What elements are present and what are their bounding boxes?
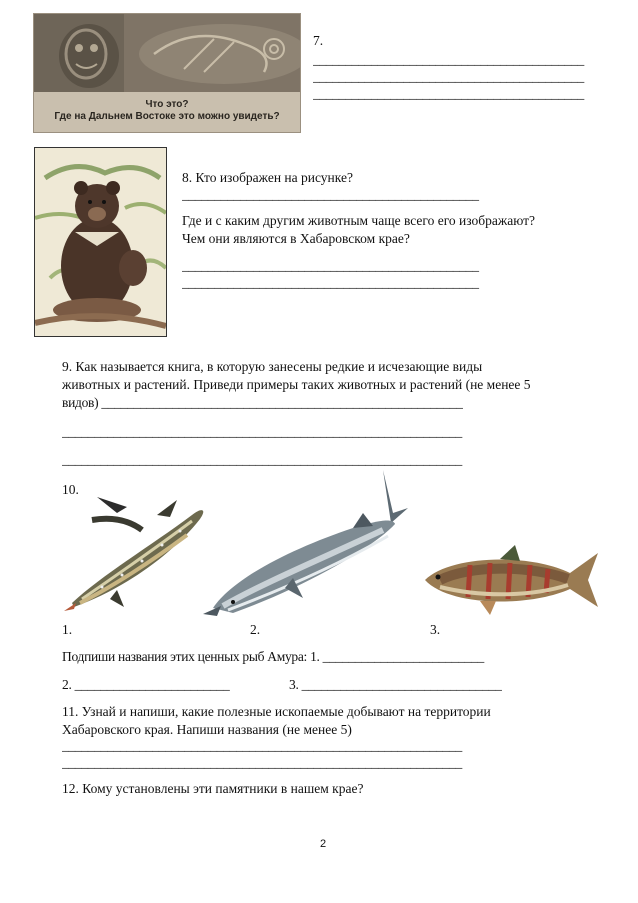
q10-answer-line-3[interactable]: 3. _______________________________ [289,677,502,692]
q8-question: 8. Кто изображен на рисунке? [182,170,353,185]
q11-line-2: Хабаровского края. Напиши названия (не менее 5) [62,722,352,737]
q9-line-2: животных и растений. Приведи примеры таких животных и растений (не менее 5 [62,377,531,392]
page-number: 2 [320,838,327,850]
q9-answer-line-2[interactable]: ______________________________________________________________ [62,452,462,467]
q8-answer-line-3[interactable]: ______________________________________________ [182,275,479,290]
q11-line-1: 11. Узнай и напиши, какие полезные ископаемые добывают на территории [62,704,491,719]
bear-image [34,147,167,337]
fish-1-image [62,495,212,615]
q10-number: 10. [62,482,79,497]
image-caption-line-2: Где на Дальнем Востоке это можно увидеть? [54,111,280,122]
q7-answer-line-2[interactable]: __________________________________________ [313,69,584,84]
q10-instruction[interactable]: Подпиши названия этих ценных рыб Амура: 1. _________________________ [62,649,484,664]
q9-line-3[interactable]: видов) ________________________________________________________ [62,395,463,410]
q7-answer-line-3[interactable]: __________________________________________ [313,86,584,101]
image-caption [34,92,300,132]
q8-answer-line-2[interactable]: ______________________________________________ [182,258,479,273]
q11-answer-line-1[interactable]: ______________________________________________________________ [62,738,462,753]
petroglyph-image [33,13,301,133]
q12-question: 12. Кому установлены эти памятники в нашем крае? [62,781,364,796]
fish-2-image [203,468,408,618]
image-caption-line-1: Что это? [145,99,189,110]
fish-label-2: 2. [250,622,261,637]
fish-label-3: 3. [430,622,441,637]
q8-answer-line-1[interactable]: ______________________________________________ [182,187,479,202]
q9-line-1: 9. Как называется книга, в которую занесены редкие и исчезающие виды [62,359,483,374]
fish-label-1: 1. [62,622,73,637]
q10-answer-line-2[interactable]: 2. ________________________ [62,677,230,692]
q9-answer-line-1[interactable]: ______________________________________________________________ [62,424,462,439]
q8-followup-line-1: Где и с каким другим животным чаще всего его изображают? [182,213,536,228]
q7-answer-line-1[interactable]: __________________________________________ [313,52,584,67]
q8-followup-line-2: Чем они являются в Хабаровском крае? [182,231,410,246]
q11-answer-line-2[interactable]: ______________________________________________________________ [62,755,462,770]
q7-number: 7. [313,33,324,48]
fish-3-image [420,545,600,620]
